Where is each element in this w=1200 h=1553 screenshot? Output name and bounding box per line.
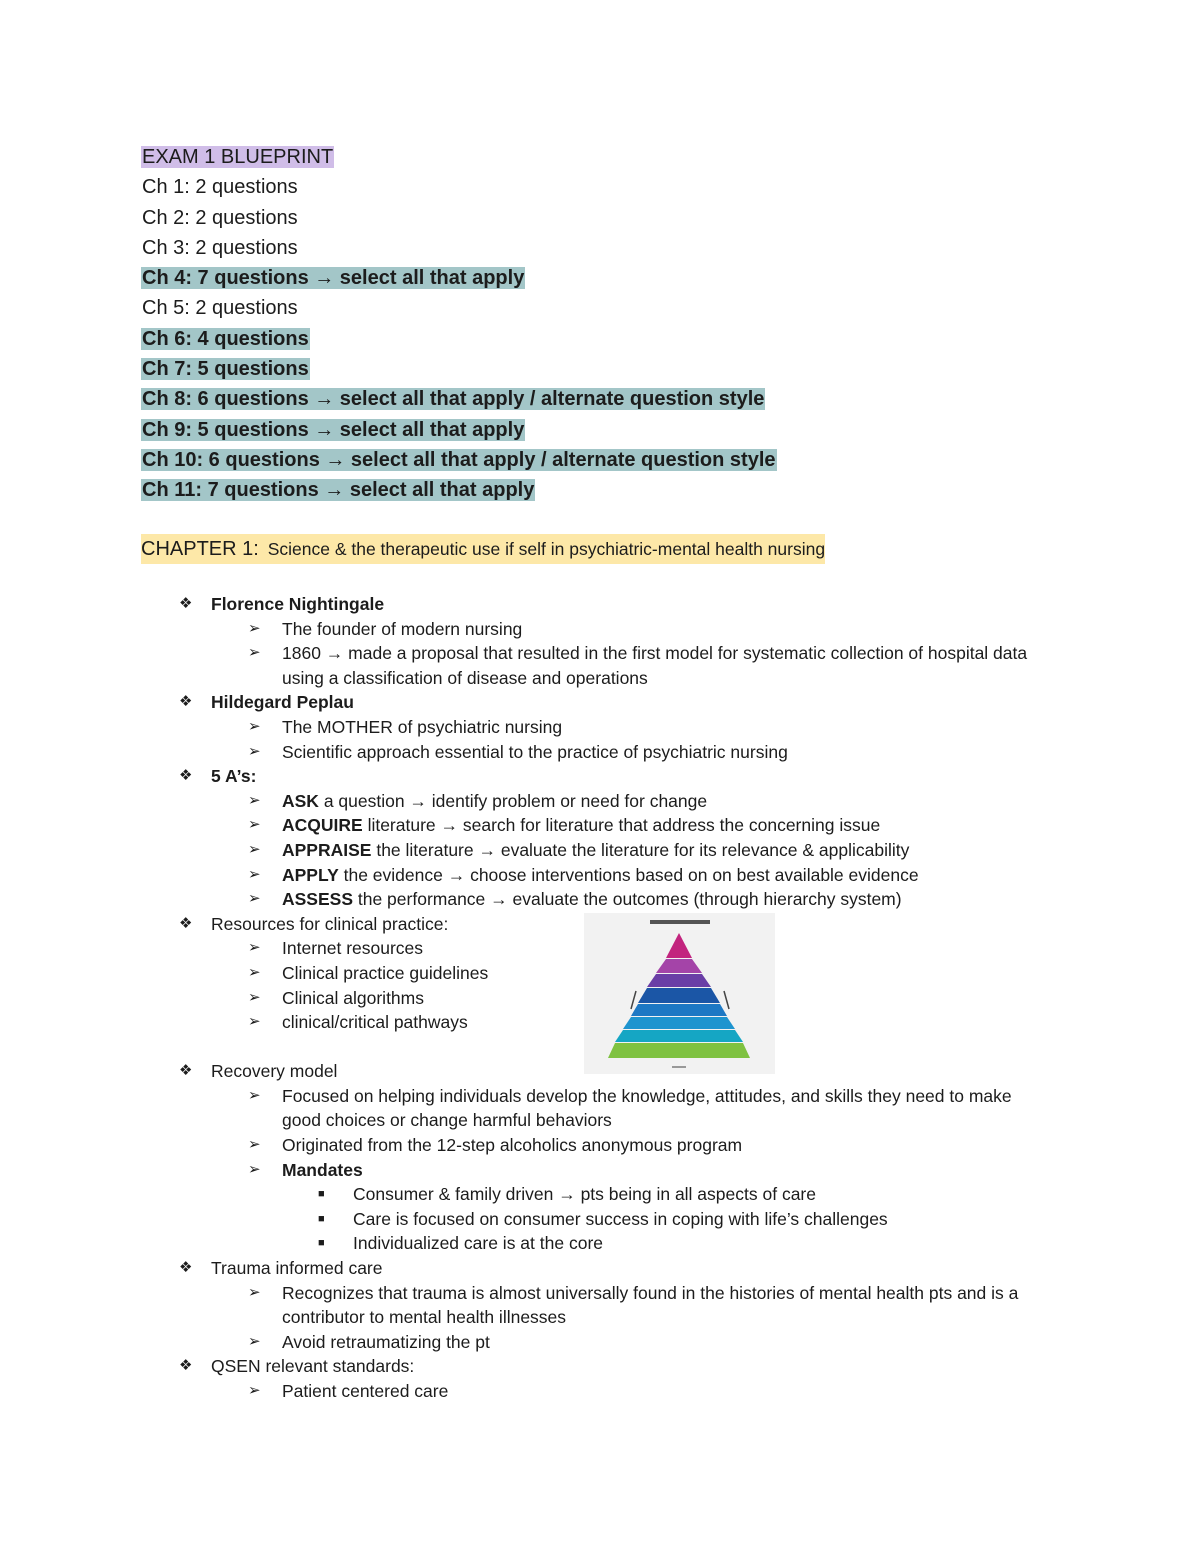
arrow-bullet-icon: ➢ (248, 717, 261, 735)
arrow-bullet-icon: ➢ (248, 1283, 261, 1301)
item-text: Individualized care is at the core (353, 1233, 603, 1254)
blueprint-line (141, 415, 1041, 445)
item-text: Consumer & family driven → pts being in all aspects of care (353, 1184, 816, 1205)
blueprint-line-text: Ch 7: 5 questions (142, 358, 309, 381)
topic-heading: Trauma informed care (211, 1258, 383, 1279)
arrow-bullet-icon: ➢ (248, 1160, 261, 1178)
diamond-bullet-icon: ❖ (179, 1062, 193, 1080)
blueprint-line (141, 354, 1041, 384)
list-item (0, 1281, 1200, 1330)
arrow-bullet-icon: ➢ (248, 963, 261, 981)
list-item (0, 592, 1200, 617)
list-item (0, 1158, 1200, 1183)
item-text: Patient centered care (282, 1381, 449, 1401)
arrow-bullet-icon: ➢ (248, 890, 261, 908)
step-description: the evidence → choose interventions based on on best available evidence (338, 864, 919, 885)
arrow-bullet-icon: ➢ (248, 1382, 261, 1399)
item-text: Recognizes that trauma is almost universally found in the histories of mental health pts and is a contributor to mental health illnesses (282, 1282, 1019, 1328)
list-item (0, 1084, 1200, 1133)
step-description: a question → identify problem or need for change (318, 790, 708, 811)
chapter-label: CHAPTER 1: (141, 538, 259, 560)
blueprint-line-text: Ch 1: 2 questions (142, 176, 298, 199)
blueprint-line-text: Ch 9: 5 questions → select all that apply (142, 418, 525, 441)
item-text: Clinical practice guidelines (282, 962, 489, 983)
list-item (0, 764, 1200, 789)
square-bullet-icon: ■ (318, 1237, 325, 1250)
step-description: the performance → evaluate the outcomes (through hierarchy system) (353, 889, 902, 910)
blueprint-line-text: Ch 4: 7 questions → select all that apply (142, 267, 525, 290)
pyramid-graphic (584, 913, 775, 1074)
arrow-bullet-icon: ➢ (248, 840, 261, 858)
topic-heading: 5 A’s: (211, 766, 257, 787)
pyramid-caption-mark (672, 1066, 686, 1068)
pyramid-tier (631, 1004, 727, 1016)
topic-heading: Florence Nightingale (211, 594, 385, 614)
list-item (0, 690, 1200, 715)
list-item (0, 617, 1200, 642)
topic-heading: QSEN relevant standards: (211, 1356, 415, 1377)
blueprint-line (141, 324, 1041, 354)
pyramid-tier (656, 959, 702, 973)
step-term: APPLY (282, 864, 339, 885)
item-text: Focused on helping individuals develop the knowledge, attitudes, and skills they need to make good choices or change harmful behaviors (282, 1085, 1012, 1131)
blueprint-line (141, 445, 1041, 475)
pyramid-tier (666, 933, 692, 958)
pyramid-tier (615, 1030, 743, 1042)
arrow-bullet-icon: ➢ (248, 1086, 261, 1104)
topic-heading: Recovery model (211, 1061, 338, 1082)
blueprint-title: EXAM 1 BLUEPRINT (142, 146, 334, 168)
list-item (0, 1182, 1200, 1207)
pyramid-tier (623, 1017, 735, 1029)
arrow-bullet-icon: ➢ (248, 816, 261, 834)
exam-blueprint (141, 142, 1041, 506)
pyramid-tier (608, 1043, 750, 1058)
item-text: clinical/critical pathways (282, 1012, 468, 1033)
list-item (0, 1133, 1200, 1158)
diamond-bullet-icon: ❖ (179, 1259, 193, 1277)
blueprint-line-text: Ch 10: 6 questions → select all that apply / alternate question style (142, 448, 776, 471)
diamond-bullet-icon: ❖ (179, 914, 193, 932)
blueprint-line (141, 203, 1041, 233)
pyramid-title-mark (650, 920, 710, 924)
step-term: ASK (282, 790, 319, 811)
topic-heading: Hildegard Peplau (211, 692, 354, 713)
diamond-bullet-icon: ❖ (179, 693, 193, 711)
arrow-bullet-icon: ➢ (248, 644, 261, 662)
pyramid-tier (638, 988, 720, 1003)
blueprint-title-line (141, 142, 1041, 172)
list-item (0, 789, 1200, 814)
list-item (0, 641, 1200, 690)
blueprint-line-text: Ch 6: 4 questions (142, 327, 309, 350)
item-text: Care is focused on consumer success in coping with life’s challenges (353, 1208, 888, 1229)
list-item (0, 813, 1200, 838)
diamond-bullet-icon: ❖ (179, 595, 193, 612)
pyramid-tier (647, 974, 711, 987)
arrow-bullet-icon: ➢ (248, 939, 261, 957)
item-text: Avoid retraumatizing the pt (282, 1331, 490, 1352)
topic-heading: Resources for clinical practice: (211, 913, 449, 934)
chapter-heading (141, 534, 825, 564)
chapter-title: Science & the therapeutic use if self in psychiatric-mental health nursing (267, 539, 826, 559)
diamond-bullet-icon: ❖ (179, 767, 193, 785)
step-term: ACQUIRE (282, 815, 363, 836)
step-term: ASSESS (282, 889, 353, 910)
square-bullet-icon: ■ (318, 1212, 325, 1225)
step-description: literature → search for literature that address the concerning issue (362, 815, 881, 836)
list-item (0, 1207, 1200, 1232)
mandates-label: Mandates (282, 1159, 363, 1180)
arrow-bullet-icon: ➢ (248, 791, 261, 809)
list-item (0, 1379, 1200, 1404)
arrow-bullet-icon: ➢ (248, 865, 261, 883)
evidence-pyramid-image (584, 913, 775, 1074)
blueprint-line-text: Ch 5: 2 questions (142, 297, 298, 320)
diamond-bullet-icon: ❖ (179, 1357, 193, 1375)
blueprint-line (141, 384, 1041, 414)
list-item (0, 863, 1200, 888)
list-item (0, 1231, 1200, 1256)
list-item (0, 1354, 1200, 1379)
item-text: Originated from the 12-step alcoholics anonymous program (282, 1135, 743, 1156)
blueprint-line-text: Ch 8: 6 questions → select all that apply / alternate question style (142, 388, 765, 411)
list-item (0, 1256, 1200, 1281)
arrow-bullet-icon: ➢ (248, 742, 261, 760)
arrow-bullet-icon: ➢ (248, 619, 261, 637)
blueprint-line (141, 233, 1041, 263)
item-text: The founder of modern nursing (282, 618, 523, 639)
blueprint-line-text: Ch 2: 2 questions (142, 206, 298, 229)
square-bullet-icon: ■ (318, 1188, 325, 1201)
blueprint-line-text: Ch 11: 7 questions → select all that apply (142, 479, 535, 502)
arrow-bullet-icon: ➢ (248, 1013, 261, 1031)
blueprint-line (141, 263, 1041, 293)
list-item (0, 740, 1200, 765)
blueprint-line (141, 475, 1041, 505)
pyramid-side-arrow (724, 991, 729, 1009)
pyramid-side-arrow (631, 991, 636, 1009)
item-text: The MOTHER of psychiatric nursing (282, 716, 563, 737)
arrow-bullet-icon: ➢ (248, 988, 261, 1006)
list-item (0, 715, 1200, 740)
blueprint-line (141, 172, 1041, 202)
blueprint-line-text: Ch 3: 2 questions (142, 236, 298, 259)
item-text: Scientific approach essential to the practice of psychiatric nursing (282, 741, 788, 762)
item-text: Internet resources (282, 938, 424, 959)
item-text: 1860 → made a proposal that resulted in the first model for systematic collection of hospital data using a classification of disease and operations (282, 643, 1028, 688)
blueprint-line (141, 293, 1041, 323)
item-text: Clinical algorithms (282, 987, 424, 1008)
list-item (0, 887, 1200, 912)
list-item (0, 838, 1200, 863)
arrow-bullet-icon: ➢ (248, 1332, 261, 1350)
list-item (0, 1330, 1200, 1355)
arrow-bullet-icon: ➢ (248, 1136, 261, 1154)
step-description: the literature → evaluate the literature for its relevance & applicability (371, 839, 910, 860)
step-term: APPRAISE (282, 839, 372, 860)
